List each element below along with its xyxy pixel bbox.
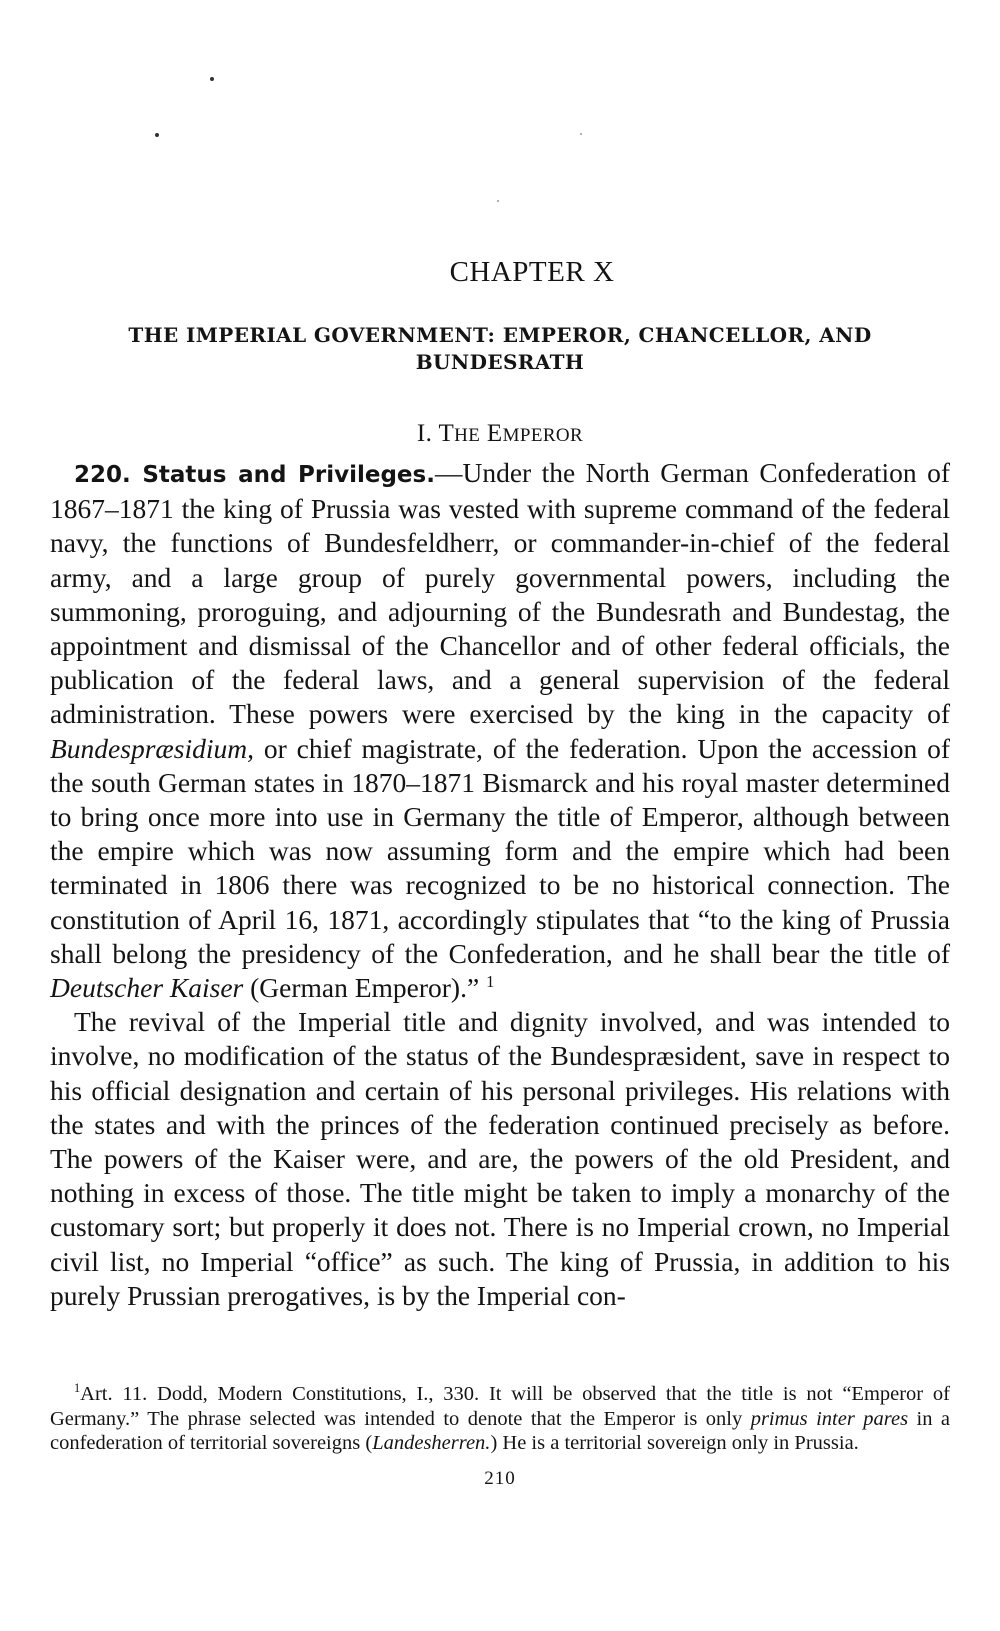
- paragraph-1: 220. Status and Privileges.—Under the North German Confederation of 1867–1871 the king of Prussia was vested with supreme command of the federal navy, the functions of Bundesfeldherr, or commander-in-chief of the federal army, and a large group of purely governmental powers, including the summoning, proroguing, and adjourning of the Bundesrath and Bundestag, the appointment and dismissal of the Chancellor and of other federal officials, the publication of the federal laws, and a general supervision of the federal administration. These powers were exercised by the king in the capacity of Bundespræsidium, or chief magistrate, of the federation. Upon the accession of the south German states in 1870–1871 Bismarck and his royal master determined to bring once more into use in Germany the title of Emperor, although between the empire which was now assuming form and the empire which had been terminated in 1806 there was recognized to be no historical connection. The constitution of April 16, 1871, accordingly stipulates that “to the king of Prussia shall belong the presidency of the Confederation, and he shall bear the title of Deutscher Kaiser (German Emperor).” $^1$: [50, 457, 950, 1004]
- section-numeral: I.: [416, 420, 433, 447]
- footnote-marker: 1: [74, 1381, 81, 1396]
- chapter-title: [50, 322, 950, 376]
- chapter-title-line-1: THE IMPERIAL GOVERNMENT: EMPEROR, CHANCELLOR, AND: [128, 323, 872, 347]
- chapter-number: CHAPTER X: [449, 256, 615, 288]
- body-text: [50, 456, 950, 1313]
- scan-speck: [155, 133, 159, 137]
- scan-speck: [497, 200, 499, 202]
- section-heading: [50, 420, 950, 448]
- scan-speck: [580, 133, 582, 135]
- chapter-title-line-2: BUNDESRATH: [415, 350, 585, 374]
- scan-speck: [210, 77, 214, 81]
- paragraph-heading: 220. Status and Privileges.: [74, 462, 435, 488]
- paragraph-2: The revival of the Imperial title and dignity involved, and was intended to involve, no modification of the status of the Bundespræsident, save in respect to his official designation and certain of his personal privileges. His relations with the states and with the princes of the federation continued precisely as before. The powers of the Kaiser were, and are, the powers of the old President, and nothing in excess of those. The title might be taken to imply a monarchy of the customary sort; but properly it does not. There is no Imperial crown, no Imperial civil list, no Imperial “office” as such. The king of Prussia, in addition to his purely Prussian prerogatives, is by the Imperial con-: [50, 1006, 950, 1311]
- section-title-word-1: THE: [438, 420, 481, 447]
- footnote-reference: 1: [486, 971, 495, 991]
- section-title-word-2: EMPEROR: [486, 420, 584, 447]
- footnote: $^1$Art. 11. Dodd, Modern Constitutions, I., 330. It will be observed that the title is not “Emperor of Germany.” The phrase selected was intended to denote that the Emperor is only primus inter pares in a confederation of territorial sovereigns (Landesherren.) He is a territorial sovereign only in Prussia.: [50, 1381, 951, 1454]
- page-number: 210: [484, 1468, 516, 1489]
